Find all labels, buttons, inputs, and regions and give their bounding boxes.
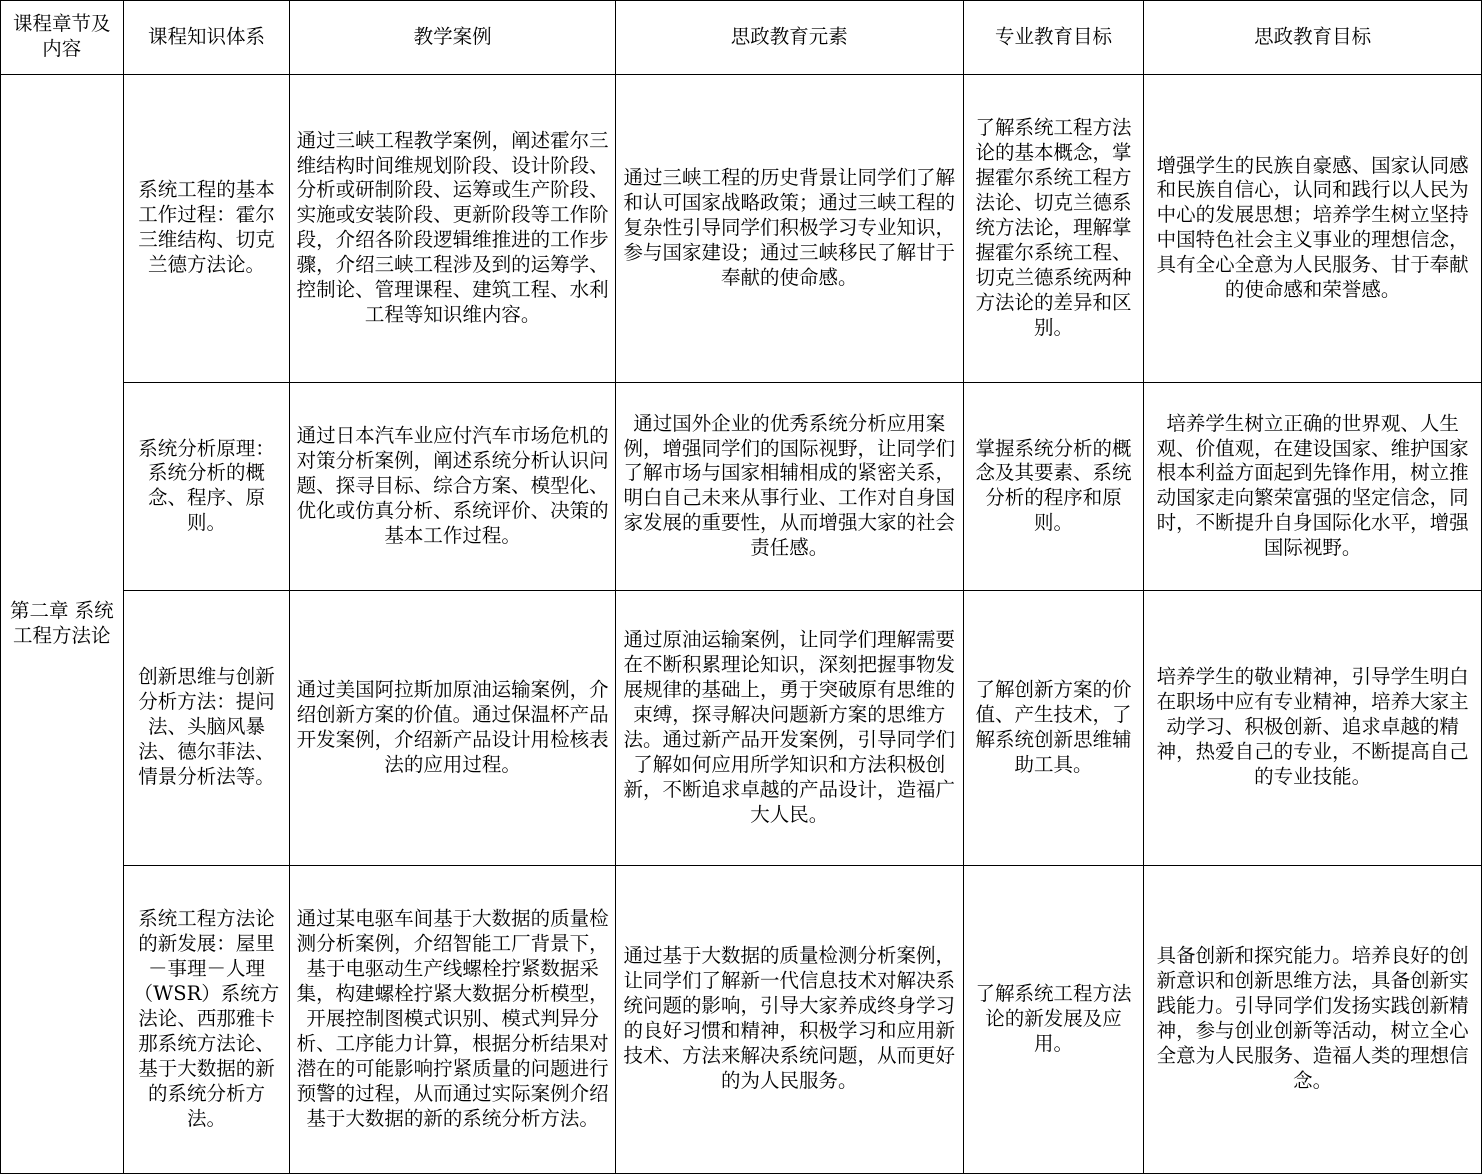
ideological-goal-cell: 具备创新和探究能力。培养良好的创新意识和创新思维方法，具备创新实践能力。引导同学们发扬实践创新精神，参与创业创新等活动，树立全心全意为人民服务、造福人类的理想信念。 <box>1144 865 1482 1173</box>
ideological-element-cell: 通过三峡工程的历史背景让同学们了解和认可国家战略政策；通过三峡工程的复杂性引导同学们积极学习专业知识，参与国家建设；通过三峡移民了解甘于奉献的使命感。 <box>615 74 963 382</box>
case-cell: 通过三峡工程教学案例，阐述霍尔三维结构时间维规划阶段、设计阶段、分析或研制阶段、运筹或生产阶段、实施或安装阶段、更新阶段等工作阶段，介绍各阶段逻辑维推进的工作步骤，介绍三峡工程涉及到的运筹学、控制论、管理课程、建筑工程、水利工程等知识维内容。 <box>290 74 616 382</box>
knowledge-cell: 系统分析原理：系统分析的概念、程序、原则。 <box>123 383 290 591</box>
header-knowledge: 课程知识体系 <box>123 1 290 75</box>
professional-goal-cell: 了解系统工程方法论的基本概念，掌握霍尔系统工程方法论、切克兰德系统方法论，理解掌握霍尔系统工程、切克兰德系统两种方法论的差异和区别。 <box>963 74 1144 382</box>
table-row <box>1 74 1482 382</box>
header-ideological-goal: 思政教育目标 <box>1144 1 1482 75</box>
chapter-cell: 第二章 系统工程方法论 <box>1 74 124 1173</box>
case-cell: 通过美国阿拉斯加原油运输案例，介绍创新方案的价值。通过保温杯产品开发案例，介绍新产品设计用检核表法的应用过程。 <box>290 590 616 865</box>
ideological-element-cell: 通过国外企业的优秀系统分析应用案例，增强同学们的国际视野，让同学们了解市场与国家相辅相成的紧密关系，明白自己未来从事行业、工作对自身国家发展的重要性，从而增强大家的社会责任感。 <box>615 383 963 591</box>
header-case: 教学案例 <box>290 1 616 75</box>
header-ideological-element: 思政教育元素 <box>615 1 963 75</box>
ideological-goal-cell: 增强学生的民族自豪感、国家认同感和民族自信心，认同和践行以人民为中心的发展思想；培养学生树立坚持中国特色社会主义事业的理想信念，具有全心全意为人民服务、甘于奉献的使命感和荣誉感。 <box>1144 74 1482 382</box>
table-row <box>1 590 1482 865</box>
case-cell: 通过日本汽车业应付汽车市场危机的对策分析案例，阐述系统分析认识问题、探寻目标、综合方案、模型化、优化或仿真分析、系统评价、决策的基本工作过程。 <box>290 383 616 591</box>
table-header-row <box>1 1 1482 75</box>
table-row <box>1 383 1482 591</box>
professional-goal-cell: 掌握系统分析的概念及其要素、系统分析的程序和原则。 <box>963 383 1144 591</box>
table-row <box>1 865 1482 1173</box>
header-chapter: 课程章节及内容 <box>1 1 124 75</box>
knowledge-cell: 系统工程方法论的新发展：屋里－事理－人理（WSR）系统方法论、西那雅卡那系统方法论、基于大数据的新的系统分析方法。 <box>123 865 290 1173</box>
knowledge-cell: 创新思维与创新分析方法：提问法、头脑风暴法、德尔菲法、情景分析法等。 <box>123 590 290 865</box>
ideological-element-cell: 通过基于大数据的质量检测分析案例，让同学们了解新一代信息技术对解决系统问题的影响，引导大家养成终身学习的良好习惯和精神，积极学习和应用新技术、方法来解决系统问题，从而更好的为人民服务。 <box>615 865 963 1173</box>
ideological-element-cell: 通过原油运输案例，让同学们理解需要在不断积累理论知识，深刻把握事物发展规律的基础上，勇于突破原有思维的束缚，探寻解决问题新方案的思维方法。通过新产品开发案例，引导同学们了解如何应用所学知识和方法积极创新，不断追求卓越的产品设计，造福广大人民。 <box>615 590 963 865</box>
professional-goal-cell: 了解创新方案的价值、产生技术，了解系统创新思维辅助工具。 <box>963 590 1144 865</box>
header-professional-goal: 专业教育目标 <box>963 1 1144 75</box>
case-cell: 通过某电驱车间基于大数据的质量检测分析案例，介绍智能工厂背景下，基于电驱动生产线螺栓拧紧数据采集，构建螺栓拧紧大数据分析模型，开展控制图模式识别、模式判异分析、工序能力计算，根据分析结果对潜在的可能影响拧紧质量的问题进行预警的过程，从而通过实际案例介绍基于大数据的新的系统分析方法。 <box>290 865 616 1173</box>
professional-goal-cell: 了解系统工程方法论的新发展及应用。 <box>963 865 1144 1173</box>
ideological-goal-cell: 培养学生的敬业精神，引导学生明白在职场中应有专业精神，培养大家主动学习、积极创新、追求卓越的精神，热爱自己的专业，不断提高自己的专业技能。 <box>1144 590 1482 865</box>
ideological-goal-cell: 培养学生树立正确的世界观、人生观、价值观，在建设国家、维护国家根本利益方面起到先锋作用，树立推动国家走向繁荣富强的坚定信念，同时，不断提升自身国际化水平，增强国际视野。 <box>1144 383 1482 591</box>
knowledge-cell: 系统工程的基本工作过程：霍尔三维结构、切克兰德方法论。 <box>123 74 290 382</box>
